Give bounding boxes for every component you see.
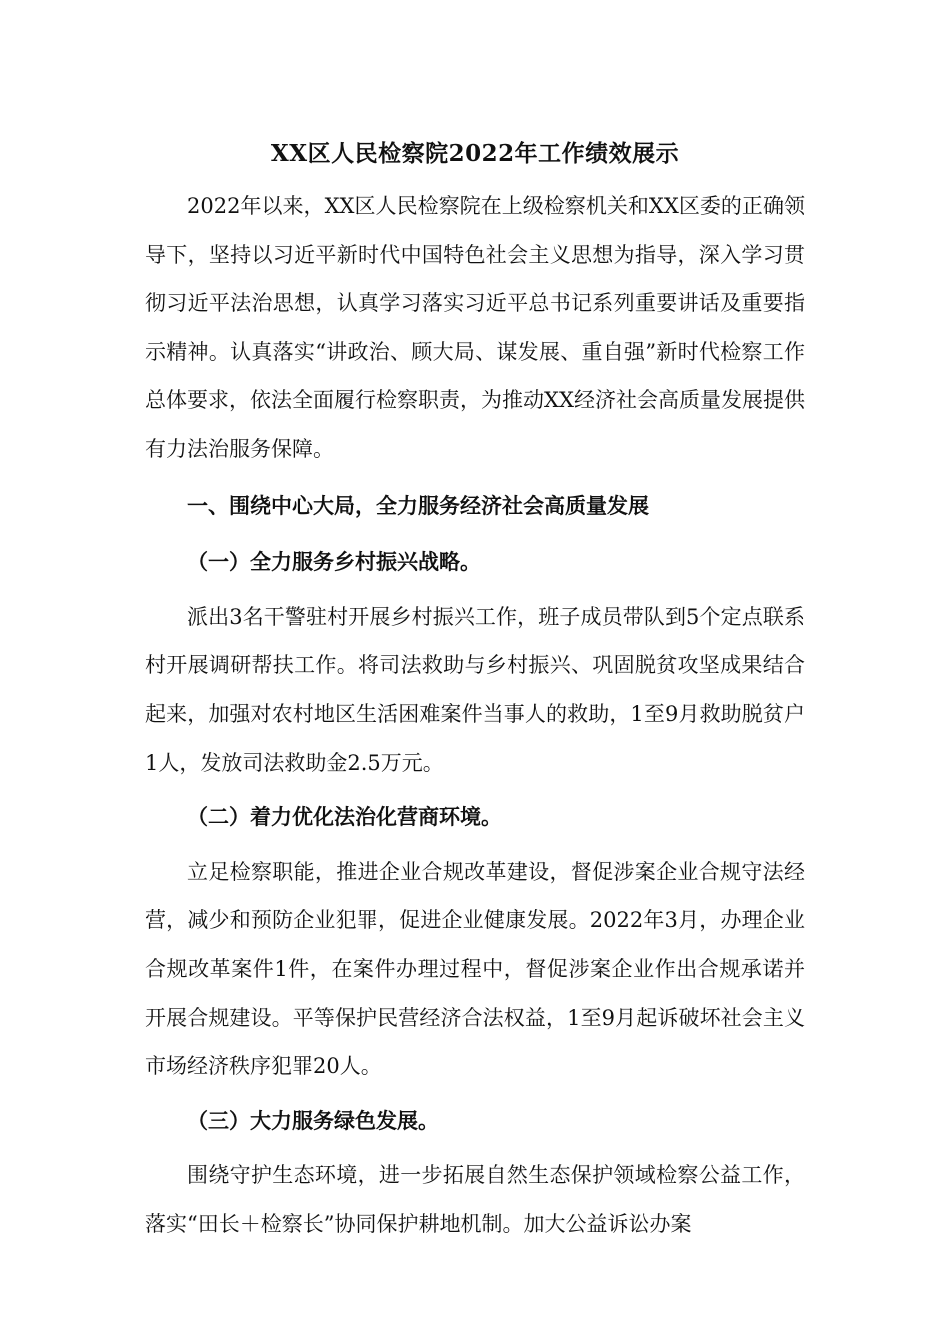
subsection-1-paragraph: 派出3名干警驻村开展乡村振兴工作，班子成员带队到5个定点联系村开展调研帮扶工作。将司法救助与乡村振兴、巩固脱贫攻坚成果结合起来，加强对农村地区生活困难案件当事人的救助，1至9月救助脱贫户1人，发放司法救助金2.5万元。: [145, 604, 805, 775]
subsection-3-paragraph: 围绕守护生态环境，进一步拓展自然生态保护领域检察公益工作，落实“田长＋检察长”协同保护耕地机制。加大公益诉讼办案: [145, 1163, 805, 1236]
subsection-3-heading: （三）大力服务绿色发展。: [187, 1107, 439, 1133]
subsection-2-heading: （二）着力优化法治化营商环境。: [187, 804, 502, 830]
subsection-1-heading: （一）全力服务乡村振兴战略。: [187, 549, 481, 575]
section-1-heading: 一、围绕中心大局，全力服务经济社会高质量发展: [187, 492, 649, 518]
intro-paragraph: 2022年以来，XX区人民检察院在上级检察机关和XX区委的正确领导下，坚持以习近平新时代中国特色社会主义思想为指导，深入学习贯彻习近平法治思想，认真学习落实习近平总书记系列重要讲话及重要指示精神。认真落实“讲政治、顾大局、谋发展、重自强”新时代检察工作总体要求，依法全面履行检察职责，为推动XX经济社会高质量发展提供有力法治服务保障。: [145, 194, 805, 461]
document-title: XX区人民检察院2022年工作绩效展示: [270, 140, 680, 167]
document-body: [145, 182, 805, 1248]
subsection-2-paragraph: 立足检察职能，推进企业合规改革建设，督促涉案企业合规守法经营，减少和预防企业犯罪，促进企业健康发展。2022年3月，办理企业合规改革案件1件，在案件办理过程中，督促涉案企业作出合规承诺并开展合规建设。平等保护民营经济合法权益，1至9月起诉破坏社会主义市场经济秩序犯罪20人。: [145, 859, 805, 1079]
